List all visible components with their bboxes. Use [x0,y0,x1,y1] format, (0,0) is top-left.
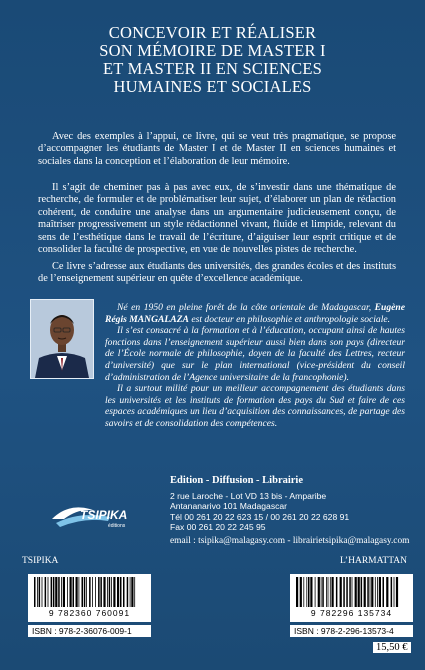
blurb-paragraph-2: Il s’agit de cheminer pas à pas avec eux, de s’investir dans une thématique de recherche, de formuler et de problématiser leur sujet, d’élaborer un plan de rédaction cohérent, de conduire une analyse dans un argumentaire judicieusement conçu, de maîtriser progressivement un style rédactionnel vivant, fluide et limpide, relevant du sens de l’esthétique dans le travail de l’écriture, d’aiguiser leur esprit critique et de consolider la faculté de prospective, en vue de nouvelles pistes de recherche. [38,182,396,256]
bio-paragraph-3: Il a surtout milité pour un meilleur accompagnement des étudiants dans les universités et les instituts de formation des pays du Sud et faire de ces espaces académiques un lieu d’acquisition des connaissances, de partage des savoirs et de consolidation des compétences. [105,383,405,429]
blurb-paragraph-1: Avec des exemples à l’appui, ce livre, qui se veut très pragmatique, se propose d’accompagner les étudiants de Master I et de Master II en sciences humaines et sociales dans la conception et l’élaboration de leur mémoire. [38,131,396,167]
logo-text: TSIPIKA [80,508,128,522]
author-photo [30,299,94,379]
publisher-address-1: 2 rue Laroche - Lot VD 13 bis - Amparibe [170,490,327,501]
publisher-info [170,476,410,547]
publisher-heading: Edition - Diffusion - Librairie [170,475,304,486]
title-line: HUMAINES ET SOCIALES [113,77,312,96]
bio-paragraph-2: Il s’est consacré à la formation et à l’éducation, occupant ainsi de hautes fonctions dans l’enseignement supérieur aussi bien dans son pays (directeur de l’École normale de philosophie, doyen de la faculté des Lettres, recteur d’université) que sur le plan international (vice-président du conseil d’administration de l’Agence universitaire de la francophonie). [105,325,405,383]
publisher-email: tsipika@malagasy.com - librairietsipika@malagasy.com [198,535,410,546]
publisher-email-line: email : tsipika@malagasy.com - librairietsipika@malagasy.com [170,535,410,546]
title-line: CONCEVOIR ET RÉALISER [108,23,317,42]
title-line: ET MASTER II EN SCIENCES [102,59,322,78]
title-line: SON MÉMOIRE DE MASTER I [99,41,326,60]
author-biography [105,302,405,430]
publisher-right-name: L’HARMATTAN [340,556,407,566]
book-title [20,24,405,96]
publisher-tel: Tél 00 261 20 22 623 15 / 00 261 20 22 628 91 [170,511,350,522]
barcode-right [290,574,413,622]
publisher-left-name: TSIPIKA [22,556,59,566]
blurb-paragraph-3: Ce livre s’adresse aux étudiants des universités, des grandes écoles et des instituts de l’enseignement supérieur en quête d’excellence académique. [38,261,396,285]
publisher-address-2: Antananarivo 101 Madagascar [170,501,288,512]
logo-subtext: éditions [108,523,126,529]
bio-paragraph-1: Né en 1950 en pleine forêt de la côte orientale de Madagascar, Eugène Régis MANGALAZA est docteur en philosophie et anthropologie sociale. [105,302,405,325]
barcode-left [28,574,151,622]
tsipika-logo [50,497,128,531]
price: 15,50 € [373,642,411,653]
author-name: Eugène Régis MANGALAZA [105,302,405,325]
isbn-left: ISBN : 978-2-36076-009-1 [28,625,151,637]
isbn-right: ISBN : 978-2-296-13573-4 [290,625,413,637]
barcode-left-number: 9 782360 760091 [48,608,131,618]
publisher-fax: Fax 00 261 20 22 245 95 [170,522,266,533]
barcode-right-number: 9 782296 135734 [310,608,393,618]
